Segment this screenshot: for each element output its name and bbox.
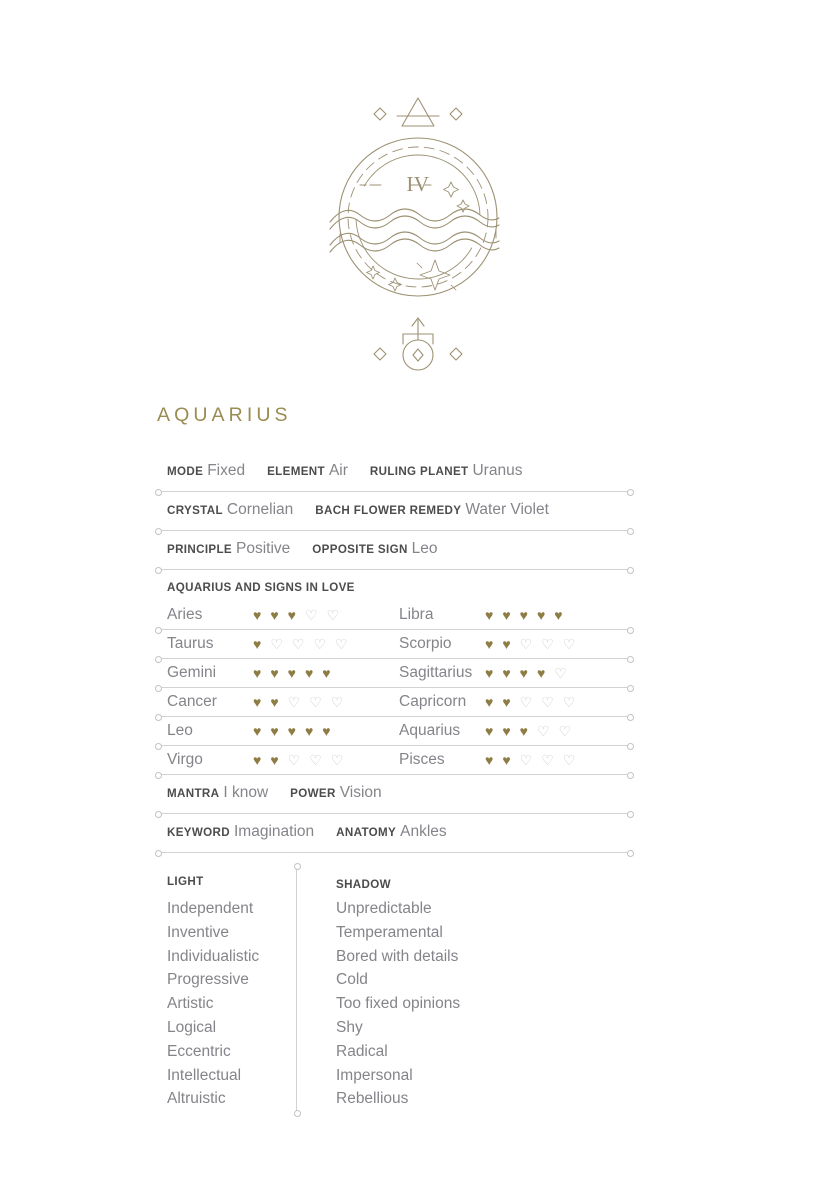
love-sign-name: Aquarius [399, 721, 461, 739]
love-entry-left [167, 606, 399, 624]
attribute-value: Fixed [207, 462, 246, 479]
attribute-row-crystal [157, 492, 631, 530]
heart-filled-icon: ♥ [270, 693, 279, 710]
divider [157, 569, 631, 570]
attribute-key: ANATOMY [336, 826, 397, 839]
attribute-power [290, 784, 382, 802]
table-row [157, 601, 631, 629]
light-list-item: Artistic [167, 995, 214, 1013]
table-row [157, 659, 631, 687]
heart-empty-icon: ♡ [287, 751, 301, 768]
attribute-opposite-sign [312, 540, 437, 558]
attribute-crystal [167, 501, 293, 519]
heart-filled-icon: ♥ [304, 664, 314, 681]
light-list-item: Inventive [167, 923, 230, 941]
attribute-row-mode [157, 453, 631, 491]
heart-empty-icon: ♡ [558, 722, 572, 739]
heart-empty-icon: ♡ [562, 693, 576, 710]
heart-filled-icon: ♥ [253, 664, 262, 681]
attribute-value: Ankles [400, 823, 447, 840]
heart-filled-icon: ♥ [502, 606, 511, 623]
zodiac-emblem [0, 0, 835, 382]
shadow-title: SHADOW [336, 878, 391, 891]
heart-empty-icon: ♡ [313, 635, 326, 652]
attribute-anatomy [336, 823, 447, 841]
love-sign-name: Pisces [399, 750, 445, 768]
shadow-list-item: Too fixed opinions [336, 995, 461, 1013]
heart-filled-icon: ♥ [485, 635, 494, 652]
attribute-element [267, 462, 348, 480]
heart-filled-icon: ♥ [502, 751, 511, 768]
heart-filled-icon: ♥ [485, 664, 494, 681]
heart-empty-icon: ♡ [291, 635, 305, 652]
light-list-item: Altruistic [167, 1090, 226, 1108]
heart-empty-icon: ♡ [541, 751, 554, 768]
love-entry-right [399, 635, 631, 653]
love-score-hearts [253, 637, 348, 651]
heart-empty-icon: ♡ [330, 693, 344, 710]
medallion-dashed-circle [348, 147, 488, 287]
light-items-container [167, 897, 305, 1111]
light-list-item: Independent [167, 900, 254, 917]
love-sign-name: Cancer [167, 692, 217, 710]
heart-filled-icon: ♥ [502, 722, 511, 739]
heart-filled-icon: ♥ [287, 722, 296, 739]
attribute-key: MODE [167, 465, 204, 478]
diamond-ornament-top-right [450, 108, 462, 120]
attribute-value: I know [223, 784, 269, 801]
heart-empty-icon: ♡ [309, 751, 322, 768]
heart-filled-icon: ♥ [270, 664, 279, 681]
heart-empty-icon: ♡ [309, 693, 322, 710]
attribute-key: KEYWORD [167, 826, 230, 839]
light-list-item: Individualistic [167, 947, 260, 965]
sparkle-large-lower [417, 260, 456, 290]
attribute-key: OPPOSITE SIGN [312, 543, 408, 556]
heart-filled-icon: ♥ [485, 722, 494, 739]
heart-empty-icon: ♡ [335, 635, 348, 652]
heart-empty-icon: ♡ [330, 751, 344, 768]
divider [157, 745, 631, 746]
love-sign-name: Sagittarius [399, 663, 473, 681]
divider [157, 491, 631, 492]
divider [157, 658, 631, 659]
attribute-value: Cornelian [226, 501, 294, 518]
divider [157, 716, 631, 717]
light-shadow-section [157, 853, 631, 1111]
table-row [157, 717, 631, 745]
roman-numeral-four: IV [405, 172, 430, 196]
love-entry-right [399, 722, 631, 740]
sparkle-small-upper-right [443, 182, 458, 197]
love-sign-name: Leo [167, 721, 193, 739]
heart-filled-icon: ♥ [536, 606, 546, 623]
shadow-list-item: Shy [336, 1018, 363, 1036]
heart-filled-icon: ♥ [253, 635, 262, 652]
divider [157, 687, 631, 688]
heart-filled-icon: ♥ [253, 751, 262, 768]
heart-filled-icon: ♥ [536, 664, 546, 681]
heart-empty-icon: ♡ [519, 693, 533, 710]
heart-filled-icon: ♥ [270, 751, 279, 768]
heart-filled-icon: ♥ [287, 606, 296, 623]
attribute-principle [167, 540, 290, 558]
heart-filled-icon: ♥ [253, 693, 262, 710]
heart-filled-icon: ♥ [554, 606, 563, 623]
attribute-mode [167, 462, 245, 480]
heart-empty-icon: ♡ [326, 606, 340, 623]
heart-empty-icon: ♡ [554, 664, 567, 681]
heart-empty-icon: ♡ [519, 751, 533, 768]
shadow-list-item: Temperamental [336, 923, 443, 941]
light-list-item: Progressive [167, 971, 249, 989]
aquarius-wave-lower [330, 232, 499, 252]
light-title: LIGHT [167, 875, 204, 888]
love-sign-name: Libra [399, 605, 434, 623]
love-score-hearts [485, 753, 575, 767]
love-sign-name: Aries [167, 605, 203, 623]
love-score-hearts [485, 666, 567, 680]
love-score-hearts [253, 695, 343, 709]
divider [157, 774, 631, 775]
heart-filled-icon: ♥ [287, 664, 296, 681]
attribute-value: Uranus [472, 462, 523, 479]
table-row [157, 746, 631, 774]
attribute-key: CRYSTAL [167, 504, 223, 517]
attribute-value: Imagination [234, 823, 315, 840]
attributes-upper [157, 453, 631, 570]
love-entry-left [167, 664, 399, 682]
attribute-keyword [167, 823, 314, 841]
attribute-row-principle [157, 531, 631, 569]
light-shadow-divider [296, 865, 297, 1114]
heart-filled-icon: ♥ [304, 722, 314, 739]
attributes-lower [157, 775, 631, 853]
table-row [157, 688, 631, 716]
light-column [157, 875, 305, 1111]
attribute-mantra [167, 784, 268, 802]
shadow-list-item: Rebellious [336, 1090, 409, 1108]
love-score-hearts [485, 637, 575, 651]
shadow-items-container [336, 897, 460, 1111]
diamond-ornament-bottom-left [374, 348, 386, 360]
love-score-hearts [253, 724, 331, 738]
heart-empty-icon: ♡ [541, 635, 554, 652]
aquarius-wave-upper [330, 209, 499, 229]
love-score-hearts [253, 666, 331, 680]
attribute-ruling-planet [370, 462, 523, 480]
love-sign-name: Capricorn [399, 692, 467, 710]
attribute-row-mantra [157, 775, 631, 813]
divider [157, 629, 631, 630]
attribute-value: Water Violet [465, 501, 549, 518]
medallion-inner-arc [333, 132, 502, 301]
uranus-planet-icon [403, 318, 433, 370]
love-entry-left [167, 635, 399, 653]
heart-empty-icon: ♡ [536, 722, 550, 739]
shadow-list-item: Bored with details [336, 947, 459, 965]
attribute-key: ELEMENT [267, 465, 325, 478]
shadow-list-item: Cold [336, 971, 368, 989]
heart-filled-icon: ♥ [485, 751, 494, 768]
table-row [157, 630, 631, 658]
love-entry-left [167, 751, 399, 769]
heart-filled-icon: ♥ [322, 664, 331, 681]
light-list-item: Logical [167, 1018, 217, 1036]
heart-filled-icon: ♥ [519, 606, 528, 623]
love-table-heading: AQUARIUS AND SIGNS IN LOVE [167, 581, 355, 594]
heart-empty-icon: ♡ [562, 751, 576, 768]
love-entry-right [399, 664, 631, 682]
love-compatibility-table [157, 570, 631, 775]
heart-filled-icon: ♥ [253, 606, 262, 623]
shadow-list-item: Radical [336, 1042, 388, 1060]
heart-filled-icon: ♥ [485, 606, 494, 623]
heart-filled-icon: ♥ [270, 606, 279, 623]
heart-filled-icon: ♥ [485, 693, 494, 710]
heart-filled-icon: ♥ [502, 664, 511, 681]
heart-empty-icon: ♡ [287, 693, 301, 710]
diamond-ornament-top-left [374, 108, 386, 120]
air-element-icon [397, 98, 439, 126]
attribute-value: Air [328, 462, 348, 479]
attribute-key: RULING PLANET [369, 465, 469, 478]
attribute-value: Positive [236, 540, 291, 557]
love-entry-left [167, 722, 399, 740]
love-score-hearts [485, 724, 571, 738]
love-sign-name: Gemini [167, 663, 217, 681]
attribute-value: Vision [339, 784, 382, 801]
aquarius-emblem-svg [313, 82, 523, 382]
love-entry-left [167, 693, 399, 711]
attribute-value: Leo [411, 540, 438, 557]
heart-filled-icon: ♥ [253, 722, 262, 739]
love-sign-name: Scorpio [399, 634, 452, 652]
heart-filled-icon: ♥ [519, 664, 528, 681]
love-score-hearts [485, 695, 575, 709]
page-title: AQUARIUS [157, 404, 292, 426]
shadow-list-item: Impersonal [336, 1066, 413, 1084]
light-list-item: Eccentric [167, 1042, 231, 1060]
heart-filled-icon: ♥ [502, 635, 511, 652]
love-score-hearts [253, 753, 343, 767]
attribute-key: PRINCIPLE [167, 543, 232, 556]
diamond-ornament-bottom-right [450, 348, 462, 360]
love-rows-container [157, 601, 631, 775]
love-sign-name: Taurus [167, 634, 214, 652]
shadow-list-item: Unpredictable [336, 900, 432, 917]
attribute-key: POWER [290, 787, 336, 800]
light-list-item: Intellectual [167, 1066, 242, 1084]
heart-filled-icon: ♥ [270, 722, 279, 739]
heart-empty-icon: ♡ [519, 635, 533, 652]
sparkle-small-lower-left [366, 266, 379, 279]
attribute-key: MANTRA [167, 787, 220, 800]
heart-empty-icon: ♡ [541, 693, 554, 710]
heart-filled-icon: ♥ [519, 722, 528, 739]
sign-info-sheet [157, 404, 631, 1111]
love-entry-right [399, 751, 631, 769]
shadow-column [305, 875, 460, 1111]
attribute-row-keyword [157, 814, 631, 852]
heart-empty-icon: ♡ [304, 606, 318, 623]
heart-empty-icon: ♡ [562, 635, 576, 652]
love-score-hearts [485, 608, 563, 622]
love-entry-right [399, 693, 631, 711]
love-sign-name: Virgo [167, 750, 203, 768]
love-score-hearts [253, 608, 339, 622]
divider [157, 530, 631, 531]
divider [157, 813, 631, 814]
heart-empty-icon: ♡ [270, 635, 283, 652]
attribute-key: BACH FLOWER REMEDY [315, 504, 462, 517]
heart-filled-icon: ♥ [322, 722, 331, 739]
attribute-bach-flower-remedy [315, 501, 549, 519]
heart-filled-icon: ♥ [502, 693, 511, 710]
love-entry-right [399, 606, 631, 624]
